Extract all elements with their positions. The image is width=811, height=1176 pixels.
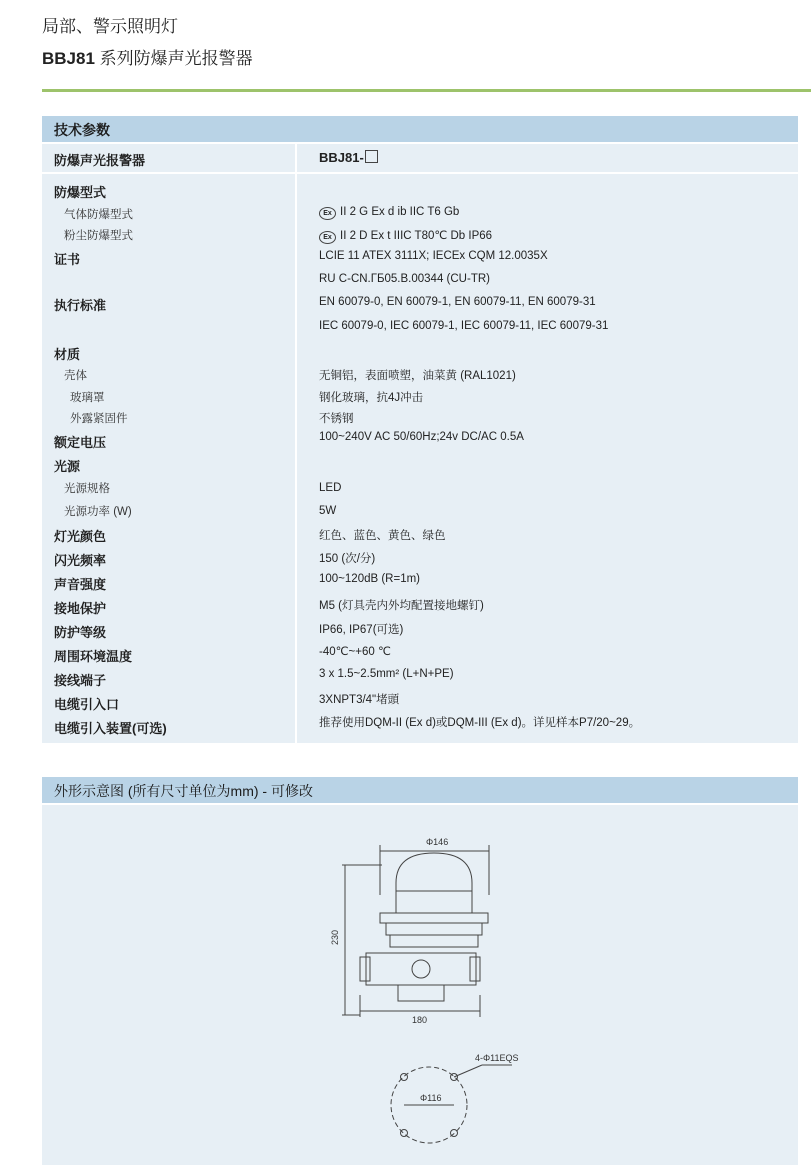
spec-label-ip: 防护等级 xyxy=(54,625,107,640)
spec-label-housing: 壳体 xyxy=(64,370,87,382)
spec-value-ground: M5 (灯具壳内外均配置接地螺钉) xyxy=(319,600,484,612)
lamp-base xyxy=(398,985,444,1001)
dim-width-label: 180 xyxy=(412,1015,428,1025)
spec-label-explosion-type: 防爆型式 xyxy=(54,185,107,200)
spec-value-housing: 无铜铝，表面喷塑，油菜黄 (RAL1021) xyxy=(319,370,516,382)
spec-label-dust: 粉尘防爆型式 xyxy=(64,230,133,242)
spec-row-divider xyxy=(42,172,798,174)
spec-value-cert-1: LCIE 11 ATEX 3111X; IECEx CQM 12.0035X xyxy=(319,250,548,262)
mounting-hole xyxy=(401,1074,408,1081)
mounting-hole xyxy=(451,1130,458,1137)
spec-label-voltage: 额定电压 xyxy=(54,435,107,450)
spec-value-color: 红色、蓝色、黄色、绿色 xyxy=(319,530,446,542)
leader-line xyxy=(454,1065,482,1077)
lamp-body xyxy=(366,953,476,985)
lamp-flange xyxy=(380,913,488,923)
spec-label-light-spec: 光源规格 xyxy=(64,483,110,495)
ex-mark-icon: Ex xyxy=(319,207,336,220)
spec-label-product: 防爆声光报警器 xyxy=(54,153,146,168)
cable-entry-right xyxy=(470,957,480,981)
product-title xyxy=(42,44,253,69)
spec-value-cable-gland: 推荐使用DQM-II (Ex d)或DQM-III (Ex d)。详见样本P7/20~29。 xyxy=(319,717,641,729)
dimension-section xyxy=(42,777,798,1165)
dim-holes-label: 4-Φ11EQS xyxy=(475,1053,519,1063)
lamp-dome xyxy=(396,853,472,913)
spec-label-terminal: 接线端子 xyxy=(54,673,107,688)
dimension-drawing xyxy=(42,805,798,1165)
spec-table-title: 技术参数 xyxy=(54,122,110,138)
header-rule xyxy=(42,89,811,92)
spec-value-standard-2: IEC 60079-0, IEC 60079-1, IEC 60079-11, IEC 60079-31 xyxy=(319,320,609,332)
spec-label-material: 材质 xyxy=(54,347,81,362)
spec-label-cable-gland: 电缆引入装置(可选) xyxy=(54,721,167,736)
dim-pcd-label: Φ116 xyxy=(420,1093,442,1103)
spec-table-header xyxy=(42,116,798,142)
spec-value-light-spec: LED xyxy=(319,482,342,494)
spec-value-gas: Ex II 2 G Ex d ib IIC T6 Gb xyxy=(319,206,459,220)
product-model: BBJ81 xyxy=(42,49,95,68)
spec-label-flash: 闪光频率 xyxy=(54,553,107,568)
lamp-neck xyxy=(390,935,478,947)
spec-label-color: 灯光颜色 xyxy=(54,529,107,544)
spec-value-glass: 钢化玻璃，抗4J冲击 xyxy=(319,392,424,404)
cable-entry-front xyxy=(412,960,430,978)
spec-label-light: 光源 xyxy=(54,459,81,474)
spec-label-fastener: 外露紧固件 xyxy=(70,413,128,425)
spec-label-ground: 接地保护 xyxy=(54,601,107,616)
product-title-text: 系列防爆声光报警器 xyxy=(99,49,253,68)
dimension-header xyxy=(42,777,798,803)
spec-value-sound: 100~120dB (R=1m) xyxy=(319,573,421,585)
spec-value-dust: Ex II 2 D Ex t IIIC T80℃ Db IP66 xyxy=(319,228,492,244)
spec-value-ip: IP66, IP67(可选) xyxy=(319,624,404,636)
product-code: BBJ81- xyxy=(319,150,364,165)
spec-value-cable-entry: 3XNPT3/4"堵頭 xyxy=(319,694,400,706)
spec-value-terminal: 3 x 1.5~2.5mm² (L+N+PE) xyxy=(319,668,454,680)
spec-table xyxy=(42,116,798,743)
spec-label-glass: 玻璃罩 xyxy=(70,392,105,404)
spec-value-cert-2: RU C-CN.ГБ05.B.00344 (CU-TR) xyxy=(319,273,490,285)
spec-label-sound: 声音强度 xyxy=(54,577,107,592)
spec-value-product xyxy=(319,150,378,165)
model-suffix-box xyxy=(365,150,378,163)
mounting-hole xyxy=(401,1130,408,1137)
spec-label-temp: 周围环境温度 xyxy=(54,649,133,664)
spec-value-standard-1: EN 60079-0, EN 60079-1, EN 60079-11, EN 60079-31 xyxy=(319,296,596,308)
spec-value-light-power: 5W xyxy=(319,505,337,517)
category-title: 局部、警示照明灯 xyxy=(42,17,178,36)
dimension-title: 外形示意图 (所有尺寸单位为mm) - 可修改 xyxy=(54,783,313,799)
dim-top-label: Φ146 xyxy=(426,837,449,847)
spec-label-standard: 执行标准 xyxy=(54,298,107,313)
spec-label-light-power: 光源功率 (W) xyxy=(64,506,132,518)
lamp-collar xyxy=(386,923,482,935)
spec-value-fastener: 不锈钢 xyxy=(319,413,354,425)
ex-mark-icon: Ex xyxy=(319,231,336,244)
spec-label-cable-entry: 电缆引入口 xyxy=(54,697,120,712)
spec-value-flash: 150 (次/分) xyxy=(319,553,376,565)
cable-entry-left xyxy=(360,957,370,981)
spec-value-temp: -40℃~+60 ℃ xyxy=(319,646,391,658)
spec-label-cert: 证书 xyxy=(54,252,81,267)
dim-height-label: 230 xyxy=(330,929,340,945)
spec-label-gas: 气体防爆型式 xyxy=(64,209,133,221)
spec-value-voltage: 100~240V AC 50/60Hz;24v DC/AC 0.5A xyxy=(319,431,524,443)
dimension-panel xyxy=(42,805,798,1165)
